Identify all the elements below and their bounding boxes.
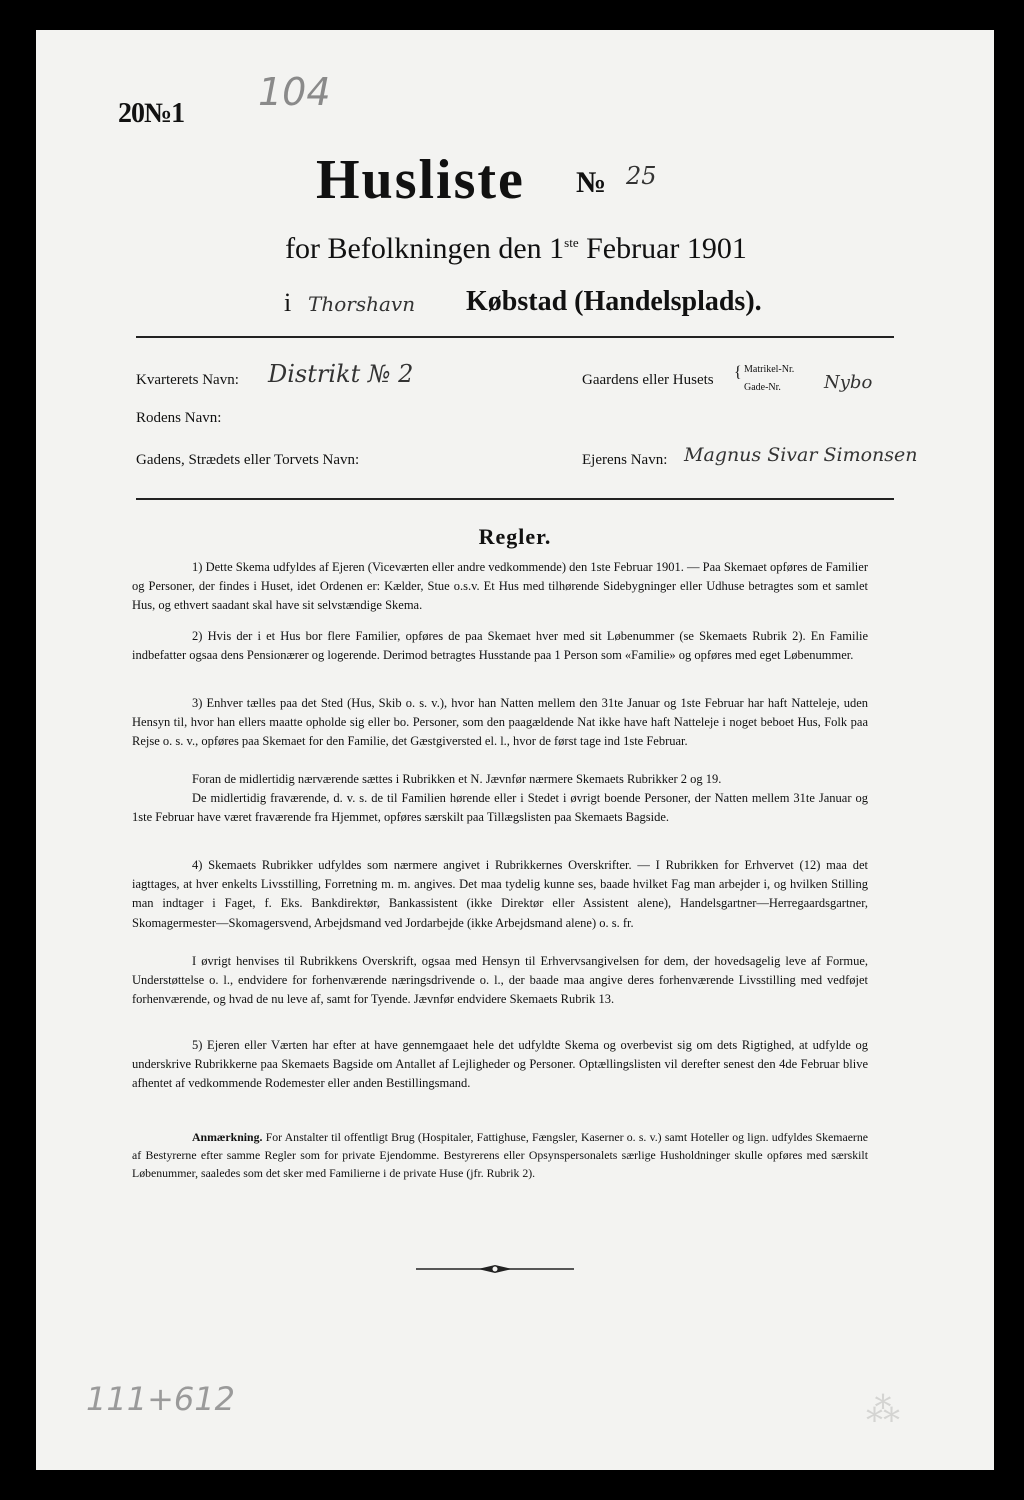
rule-paragraph-3: 3) Enhver tælles paa det Sted (Hus, Skib o. s. v.), hvor han Natten mellem den 31te Januar og 1ste Februar har haft Natteleje, uden Hensyn til, hvor han ellers maatte opholde sig eller bo. Personer, som den paagældende Nat ikke have haft Natteleje i noget beboet Hus, Folk paa Rejse o. s. v., opføres paa Skemaet for den Familie, det Gæstgiversted el. l., hvor de først tage ind 1ste Februar. (132, 696, 868, 749)
document-page (36, 30, 994, 1470)
pencil-annotation-top: 104 (258, 70, 331, 114)
divider-top (136, 336, 894, 338)
subtitle-pre: for Befolkningen den 1 (285, 232, 565, 265)
subtitle-post: Februar 1901 (578, 232, 747, 265)
note-label: Anmærkning. (192, 1130, 263, 1144)
town-prefix: i (284, 288, 292, 317)
gade-nr-label: Gade-Nr. (744, 382, 781, 393)
matrikel-label: Matrikel-Nr. (744, 364, 795, 375)
rule-paragraph-4b: I øvrigt henvises til Rubrikkens Overskrift, ogsaa med Hensyn til Erhvervsangivelsen for dem, der hovedsagelig leve af Formue, Understøttelse o. l., endvidere for forhenværende næringsdrivende o. l., der baade maa angive deres forhenværende Livsstilling med vedføjet forhenværende, og hvad de nu leve af, samt for Tyende. Jævnfør endvidere Skemaets Rubrik 13. (132, 954, 868, 1007)
rule-paragraph-3b: Foran de midlertidig nærværende sættes i Rubrikken et N. Jævnfør nærmere Skemaets Rubrikker 2 og 19. (192, 772, 722, 786)
divider-middle (136, 498, 894, 500)
rule-paragraph-5: 5) Ejeren eller Værten har efter at have gennemgaaet hele det udfyldte Skema og overbevist sig om dets Rigtighed, at udfylde og underskrive Rubrikkerne paa Skemaets Bagside om Antallet af Lejligheder og Personer. Optællingslisten vil derefter senest den 4de Februar blive afhentet af vedkommende Rodemester eller anden Bestillingsmand. (132, 1038, 868, 1091)
subtitle-sup: ste (564, 235, 579, 250)
ornament-divider (416, 1262, 574, 1276)
kvarter-value: Distrikt № 2 (268, 360, 414, 388)
town-type: Købstad (Handelsplads). (466, 286, 762, 317)
ejer-label: Ejerens Navn: (582, 452, 668, 468)
subtitle (256, 232, 776, 266)
note-paragraph (132, 1128, 868, 1182)
corner-number: 20№1 (118, 98, 185, 129)
title-number-handwritten: 25 (626, 162, 657, 190)
note-text: For Anstalter til offentligt Brug (Hospitaler, Fattighuse, Fængsler, Kaserner o. s. v.) samt Hoteller og lign. udfyldes Skemaerne af Bestyrerne efter samme Regler som for private Ejendomme. Bestyrerens eller Opsynspersonalets særlige Husholdninger skulle opføres med særskilt Løbenummer, saaledes som det sker med Familierne i de private Huse (jfr. Rubrik 2). (132, 1130, 868, 1180)
pencil-annotation-bottom: 111+612 (86, 1380, 235, 1418)
gaard-label: Gaardens eller Husets (582, 372, 714, 388)
rule-paragraph-2: 2) Hvis der i et Hus bor flere Familier, opføres de paa Skemaet hver med sit Løbenummer (se Skemaets Rubrik 2). En Familie indbefatter ogsaa dens Pensionærer og logerende. Derimod betragtes Husstande paa 1 Person som «Familie» og opføres med eget Løbenummer. (132, 629, 868, 663)
kvarter-label: Kvarterets Navn: (136, 372, 239, 388)
document-title: Husliste (316, 149, 525, 211)
rode-label: Rodens Navn: (136, 410, 222, 426)
brace: { (734, 364, 742, 381)
town-handwritten: Thorshavn (308, 292, 416, 316)
title-number-prefix: № (576, 166, 607, 199)
rule-paragraph-3c: De midlertidig fraværende, d. v. s. de til Familien hørende eller i Stedet i øvrigt boende Personer, der Natten mellem 31te Januar og 1ste Februar have været fraværende fra Hjemmet, opføres særskilt paa Tillægslisten paa Skemaets Bagside. (132, 791, 868, 825)
rule-paragraph-1: 1) Dette Skema udfyldes af Ejeren (Viceværten eller andre vedkommende) den 1ste Februar 1901. — Paa Skemaet opføres de Familier og Personer, der findes i Huset, idet Ordenen er: Kælder, Stue o.s.v. Et Hus med tilhørende Sidebygninger eller Udhuse betragtes som et samlet Hus, og ethvert saadant skal have sit selvstændige Skema. (132, 560, 868, 613)
gade-nr-value: Nybo (824, 372, 873, 393)
faint-stamp-mark: ⁂ (866, 1392, 900, 1429)
rules-heading: Regler. (478, 524, 552, 549)
gade-label: Gadens, Strædets eller Torvets Navn: (136, 452, 360, 468)
rule-paragraph-4: 4) Skemaets Rubrikker udfyldes som nærmere angivet i Rubrikkernes Overskrifter. — I Rubrikken for Erhvervet (12) maa det iagttages, at hver enkelts Livsstilling, Forretning m. m. angives. Det maa tydelig kunne ses, baade hvilket Fag man arbejder i, og hvilken Stilling man indtager i Faget, f. Eks. Bankdirektør, Bankassistent (ikke Direktør eller Assistent alene), Handelsgartner—Herregaardsgartner, Skomagermester—Skomagersvend, Arbejdsmand ved Jordarbejde (ikke Arbejdsmand alene) o. s. fr. (132, 858, 868, 930)
ejer-value: Magnus Sivar Simonsen (684, 444, 918, 466)
